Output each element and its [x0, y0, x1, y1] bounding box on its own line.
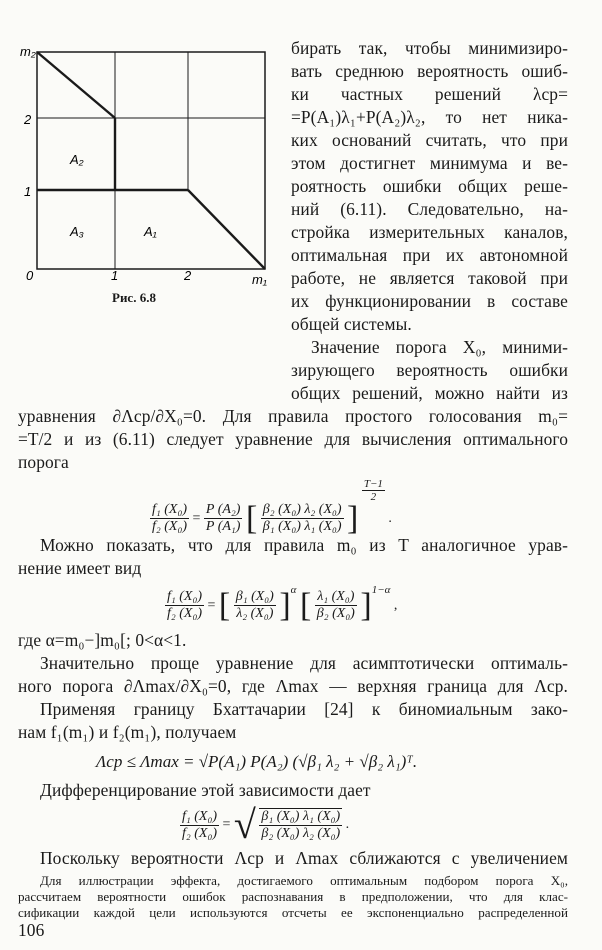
text-line: Можно показать, что для правила m₀ из T аналогичное урав-	[40, 535, 568, 555]
equation-4: $\frac{\text{f₁ (X₀)}}{\text{f₂ (X₀)}}$ = √ $\frac{\text{β₁ (X₀) λ₁ (X₀)}}{\text{β₂ (X₀) λ₂ (X₀)}}$ .	[182, 802, 350, 847]
small-line: рассчитаем вероятности ошибок распознавания в предположении, что для клас-	[18, 889, 568, 904]
axis-label-x2: 2	[184, 268, 192, 283]
eq4-rad-num: β₁ (X₀) λ₁ (X₀)	[261, 809, 341, 824]
text-line: роятность ошибки общих реше-	[291, 176, 568, 196]
text-line: нение имеет вид	[18, 558, 142, 578]
eq1-lhs-den: f₂ (X₀)	[152, 519, 187, 535]
eq1-mid-num: P (A₂)	[205, 502, 241, 518]
axis-label-y1: 1	[24, 184, 32, 199]
text-line: ки частных решений λср=	[291, 84, 568, 104]
eq1-mid-den: P (A₁)	[205, 519, 241, 535]
eq4-rad-den: β₂ (X₀) λ₂ (X₀)	[261, 826, 341, 841]
figure-6-8	[20, 40, 276, 310]
text-line: вать среднюю вероятность ошиб-	[291, 61, 568, 81]
text-line: где α=m₀−]m₀[; 0<α<1.	[18, 630, 187, 650]
page-number: 106	[18, 920, 45, 940]
equation-3: Λср ≤ Λmax = √P(A₁) P(A₂) (√β₁ λ₂ + √β₂ λ₁)ᵀ.	[96, 752, 418, 771]
axis-label-y2: 2	[24, 112, 32, 127]
axis-label-x1: 1	[111, 268, 119, 283]
text-line: Значительно проще уравнение для асимптотически оптималь-	[40, 653, 568, 673]
axis-label-origin: 0	[26, 268, 34, 283]
text-line: ного порога ∂Λmax/∂X₀=0, где Λmax — верхняя граница для Λср.	[18, 676, 568, 696]
text-line: Дифференцирование этой зависимости дает	[40, 780, 371, 800]
small-line: сификации каждой цели используются отсчеты ее экспоненциально распределенной	[18, 905, 568, 920]
eq4-lhs-den: f₂ (X₀)	[182, 825, 217, 841]
text-line: порога	[18, 452, 69, 472]
axis-label-m1: m₁	[252, 272, 267, 287]
text-line: зирующего вероятность ошибки	[291, 360, 568, 380]
region-label-a2: A₂	[70, 152, 84, 167]
eq2-exp1: α	[290, 584, 297, 596]
eq1-br-den: β₁ (X₀) λ₁ (X₀)	[262, 519, 342, 535]
region-diagram	[20, 40, 276, 310]
text-line: оптимальная при их автономной	[291, 245, 568, 265]
region-label-a1: A₁	[144, 224, 157, 239]
text-line: ких оснований считать, что при	[291, 130, 568, 150]
eq4-lhs-num: f₁ (X₀)	[182, 808, 217, 824]
equation-2: $\frac{\text{f₁ (X₀)}}{\text{f₂ (X₀)}}$ = [ $\frac{\text{β₁ (X₀)}}{\text{λ₂ (X₀)}}$ ]$^\alpha$ [ $\frac{\text{λ₁ (X₀)}}{\text{β₂ (X₀)}}$ ]$^{1-\alpha}$ ,	[167, 584, 398, 624]
eq1-lhs-num: f₁ (X₀)	[152, 502, 187, 518]
boundary-diagonal-upper	[37, 52, 115, 118]
text-line: стройка измерительных каналов,	[291, 222, 568, 242]
text-line: этом достигнет минимума и ве-	[291, 153, 568, 173]
text-line: работе, не является таковой при	[291, 268, 568, 288]
eq1-exp-num: T−1	[363, 478, 383, 490]
boundary-diagonal-lower	[188, 190, 265, 269]
text-line: общих решений, можно найти из	[291, 383, 568, 403]
text-line: нам f₁(m₁) и f₂(m₁), получаем	[18, 722, 237, 742]
eq2-b1-num: β₁ (X₀)	[235, 589, 274, 605]
small-line: Для иллюстрации эффекта, достигаемого оптимальным подбором порога X₀,	[40, 873, 568, 888]
text-line: ний (6.11). Следовательно, на-	[291, 199, 568, 219]
text-line: =T/2 и из (6.11) следует уравнение для вычисления оптимального	[18, 429, 568, 449]
eq2-b1-den: λ₂ (X₀)	[236, 606, 274, 622]
text-line: их функционировании в составе	[291, 291, 568, 311]
eq2-exp2: 1−α	[371, 584, 391, 596]
eq2-b2-num: λ₁ (X₀)	[315, 589, 357, 606]
axis-label-m2: m₂	[20, 44, 36, 59]
text-line: бирать так, чтобы минимизиро-	[291, 38, 568, 58]
text-line: общей системы.	[291, 314, 412, 334]
eq2-lhs-num: f₁ (X₀)	[167, 589, 202, 605]
text-line: =P(A₁)λ₁+P(A₂)λ₂, то нет ника-	[291, 107, 568, 127]
eq1-br-num: β₂ (X₀) λ₂ (X₀)	[262, 502, 342, 518]
equation-1: $\frac{\text{f₁ (X₀)}}{\text{f₂ (X₀)}}$ = $\frac{\text{P (A₂)}}{\text{P (A₁)}}$ [ $\frac{\text{β₂ (X₀) λ₂ (X₀)}}{\text{β₁ (X₀) λ₁ (X₀)}}$ ] $\frac{T-1}{2}$ .	[152, 478, 392, 537]
eq2-b2-den: β₂ (X₀)	[316, 606, 355, 622]
text-line: Поскольку вероятности Λср и Λmax сближаются с увеличением	[40, 848, 568, 868]
eq2-lhs-den: f₂ (X₀)	[167, 606, 202, 622]
eq1-exp-den: 2	[370, 491, 377, 503]
text-line: Применяя границу Бхаттачарии [24] к биномиальным зако-	[40, 699, 568, 719]
text-line: уравнения ∂Λср/∂X₀=0. Для правила простого голосования m₀=	[18, 406, 568, 426]
figure-caption: Рис. 6.8	[112, 290, 156, 305]
region-label-a3: A₃	[70, 224, 84, 239]
text-line: Значение порога X₀, миними-	[311, 337, 568, 357]
